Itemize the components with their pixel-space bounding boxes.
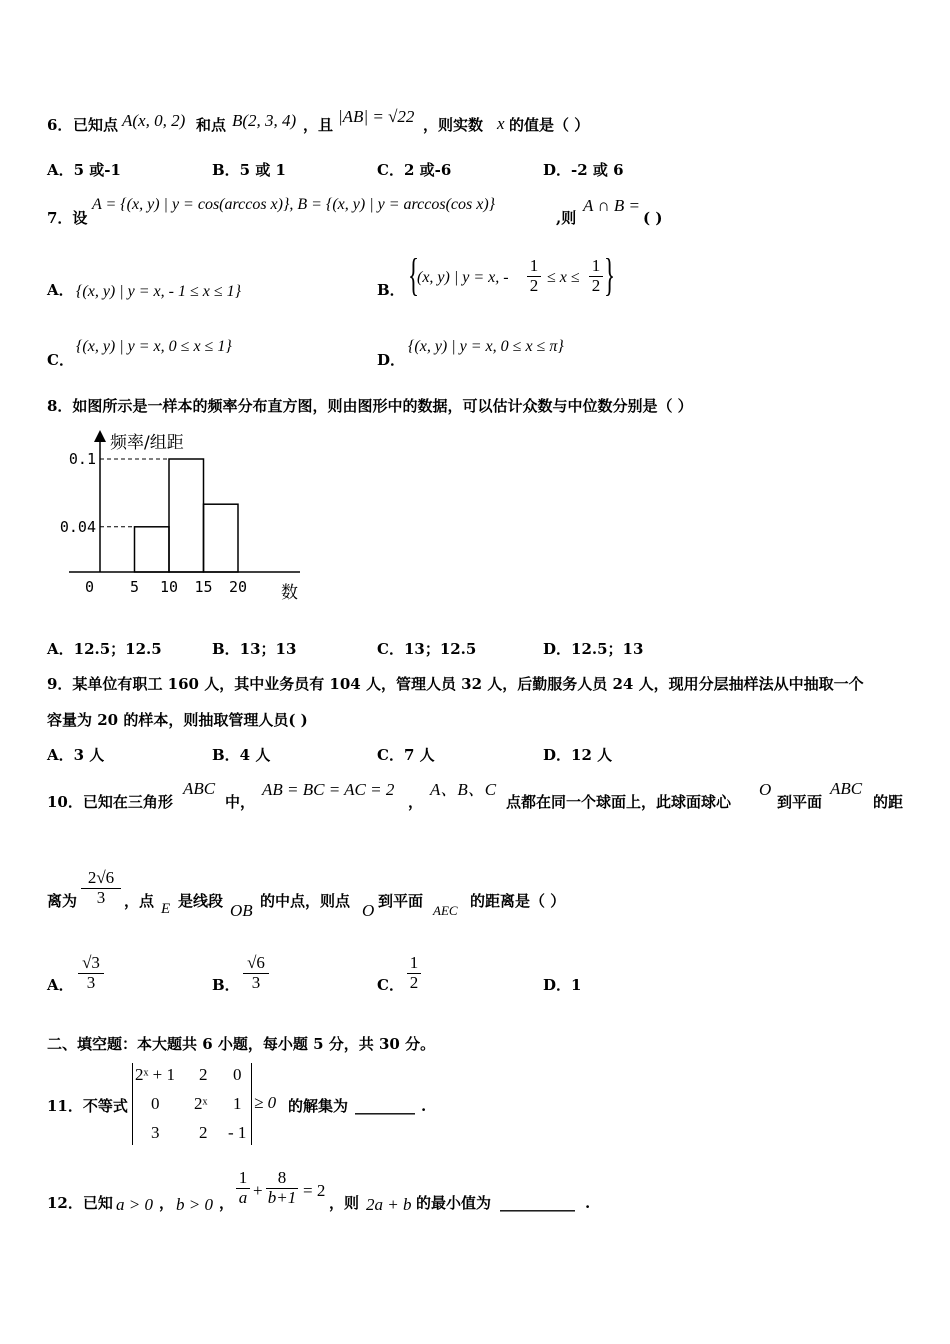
q10-text-11: 到平面 xyxy=(378,892,424,910)
histogram-bar xyxy=(135,527,170,572)
section-2-heading: 二、填空题：本大题共 6 小题，每小题 5 分，共 30 分。 xyxy=(47,1035,436,1053)
det-cell-2-3: 1 xyxy=(233,1094,242,1113)
q12-answer-blank[interactable]: __________ xyxy=(500,1194,575,1212)
q11-text-2: 的解集为 xyxy=(288,1097,349,1115)
q12-number: 12．已知 xyxy=(47,1194,113,1212)
q9-option-d: D．12 人 xyxy=(543,746,613,764)
q8-option-b: B．13；13 xyxy=(212,640,297,658)
q10-plane-aec: AEC xyxy=(433,903,458,918)
q6-option-a: A．5 或-1 xyxy=(47,161,121,179)
q9-option-c: C．7 人 xyxy=(377,746,435,764)
q6-text-3: ，且 xyxy=(303,116,334,134)
q10-text-4: 点都在同一个球面上，此球面球心 xyxy=(506,793,732,811)
x-tick-label: 15 xyxy=(194,578,213,596)
q8-option-a: A．12.5；12.5 xyxy=(47,640,162,658)
y-axis-label: 频率/组距 xyxy=(110,433,184,453)
q9-option-a: A．3 人 xyxy=(47,746,105,764)
x-tick-label: 10 xyxy=(159,578,179,596)
q7-option-b-mid: ≤ x ≤ xyxy=(547,269,580,286)
det-cell-3-3: - 1 xyxy=(228,1123,247,1142)
q10-text-2: 中， xyxy=(225,793,256,811)
q7-text-2: ,则 xyxy=(556,209,577,227)
q10-text-3: ， xyxy=(408,793,424,811)
q10-points: A、B、C xyxy=(430,780,497,799)
q12-cond-a: a > 0 xyxy=(116,1195,153,1214)
q7-option-a-label: A． xyxy=(47,281,74,299)
q6-option-c: C．2 或-6 xyxy=(377,161,452,179)
q12-plus: + xyxy=(253,1181,263,1200)
q10-plane-abc: ABC xyxy=(830,779,863,798)
det-cell-3-1: 3 xyxy=(151,1123,160,1142)
q6-text-2: 和点 xyxy=(196,116,227,134)
q7-option-a: {(x, y) | y = x, - 1 ≤ x ≤ 1} xyxy=(76,283,242,300)
q11-number: 11．不等式 xyxy=(47,1097,128,1115)
origin-label: 0 xyxy=(85,578,95,596)
q10-text-12: 的距离是（ ） xyxy=(470,892,566,910)
q11-determinant xyxy=(132,1063,252,1145)
q7-paren: ( ) xyxy=(643,209,663,227)
q10-text-5: 到平面 xyxy=(777,793,823,811)
x-tick-label: 20 xyxy=(228,578,248,596)
q6-number: 6． xyxy=(47,116,73,134)
q7-option-b-frac-2: 1 2 xyxy=(589,257,603,295)
q9-line-1: 9．某单位有职工 160 人，其中业务员有 104 人，管理人员 32 人，后勤服务人员 24 人，现用分层抽样法从中抽取一个 xyxy=(47,675,864,693)
q6-point-a: A(x, 0, 2) xyxy=(122,111,186,130)
q12-text-5: 的最小值为 xyxy=(416,1194,492,1212)
q7-number: 7．设 xyxy=(47,209,88,227)
q7-option-d-label: D． xyxy=(377,351,406,369)
q6-distance: |AB| = √22 xyxy=(338,107,415,126)
q8-option-c: C．13；12.5 xyxy=(377,640,477,658)
q10-center-o: O xyxy=(759,780,772,799)
q10-option-c: 1 2 xyxy=(407,954,421,992)
q7-intersection: A ∩ B = xyxy=(583,196,640,215)
q10-distance-fraction: 2√6 3 xyxy=(81,869,121,907)
q10-segment-ob: OB xyxy=(230,901,253,920)
q10-triangle: ABC xyxy=(183,779,216,798)
q10-option-b: √6 3 xyxy=(243,954,269,992)
q12-text-3: ， xyxy=(219,1194,235,1212)
x-axis-label: 数 xyxy=(281,583,298,603)
q12-text-2: ， xyxy=(159,1194,175,1212)
q7-option-b-pre: (x, y) | y = x, - xyxy=(417,269,509,286)
q10-number: 10．已知在三角形 xyxy=(47,793,173,811)
q6-var-x: x xyxy=(497,114,505,133)
q6-text-5: 的值是（ ） xyxy=(509,116,590,134)
q10-option-b-label: B． xyxy=(212,976,240,994)
q6-option-b: B．5 或 1 xyxy=(212,161,286,179)
q10-text-10: 的中点，则点 xyxy=(260,892,351,910)
x-tick-label: 5 xyxy=(129,578,140,596)
q8-text: 8．如图所示是一样本的频率分布直方图，则由图形中的数据，可以估计众数与中位数分别是（ ） xyxy=(47,397,693,415)
q6-text-1: 已知点 xyxy=(73,116,119,134)
q11-answer-blank[interactable]: ________ xyxy=(355,1097,415,1115)
q10-text-7: 离为 xyxy=(47,892,78,910)
q12-fraction-1: 1 a xyxy=(236,1169,250,1207)
q12-end: . xyxy=(585,1194,591,1212)
q7-option-b-frac-1: 1 2 xyxy=(527,257,541,295)
q10-point-o: O xyxy=(362,901,375,920)
q6-option-d: D．-2 或 6 xyxy=(543,161,624,179)
histogram-bar xyxy=(204,504,239,572)
q7-option-b-label: B． xyxy=(377,281,405,299)
q12-cond-b: b > 0 xyxy=(176,1195,213,1214)
q7-option-c: {(x, y) | y = x, 0 ≤ x ≤ 1} xyxy=(76,338,232,355)
q10-point-e: E xyxy=(161,901,171,917)
q8-option-d: D．12.5；13 xyxy=(543,640,644,658)
det-cell-2-2: 2ˣ xyxy=(194,1094,208,1113)
q7-option-c-label: C． xyxy=(47,351,74,369)
q11-inequality: ≥ 0 xyxy=(254,1093,277,1112)
q9-line-2: 容量为 20 的样本，则抽取管理人员( ) xyxy=(47,711,308,729)
q10-text-9: 是线段 xyxy=(178,892,224,910)
q10-text-6: 的距 xyxy=(873,793,904,811)
det-cell-2-1: 0 xyxy=(151,1094,160,1113)
frequency-histogram xyxy=(55,428,315,610)
q10-option-d: D．1 xyxy=(543,976,582,994)
q10-option-c-label: C． xyxy=(377,976,404,994)
q12-fraction-2: 8 b+1 xyxy=(267,1168,297,1207)
det-cell-1-2: 2 xyxy=(199,1065,208,1084)
q6-point-b: B(2, 3, 4) xyxy=(232,111,297,130)
det-cell-1-3: 0 xyxy=(233,1065,242,1084)
q10-option-a-label: A． xyxy=(47,976,74,994)
q11-end: . xyxy=(421,1097,427,1115)
histogram-bar xyxy=(169,459,204,572)
y-tick-label: 0.1 xyxy=(68,450,96,468)
q9-option-b: B．4 人 xyxy=(212,746,271,764)
q6-text-4: ，则实数 xyxy=(423,116,484,134)
q10-option-a: √3 3 xyxy=(78,954,104,992)
q10-text-8: ，点 xyxy=(124,892,155,910)
q10-sides: AB = BC = AC = 2 xyxy=(262,780,395,799)
q7-option-d: {(x, y) | y = x, 0 ≤ x ≤ π} xyxy=(408,338,564,355)
q12-text-4: ，则 xyxy=(329,1194,360,1212)
det-cell-1-1: 2ˣ + 1 xyxy=(135,1065,176,1084)
det-cell-3-2: 2 xyxy=(199,1123,208,1142)
q12-equals: = 2 xyxy=(303,1181,326,1200)
q7-sets: A = {(x, y) | y = cos(arccos x)}, B = {(x, y) | y = arccos(cos x)} xyxy=(92,196,496,213)
q12-expression: 2a + b xyxy=(366,1195,412,1214)
y-tick-label: 0.04 xyxy=(59,517,96,536)
